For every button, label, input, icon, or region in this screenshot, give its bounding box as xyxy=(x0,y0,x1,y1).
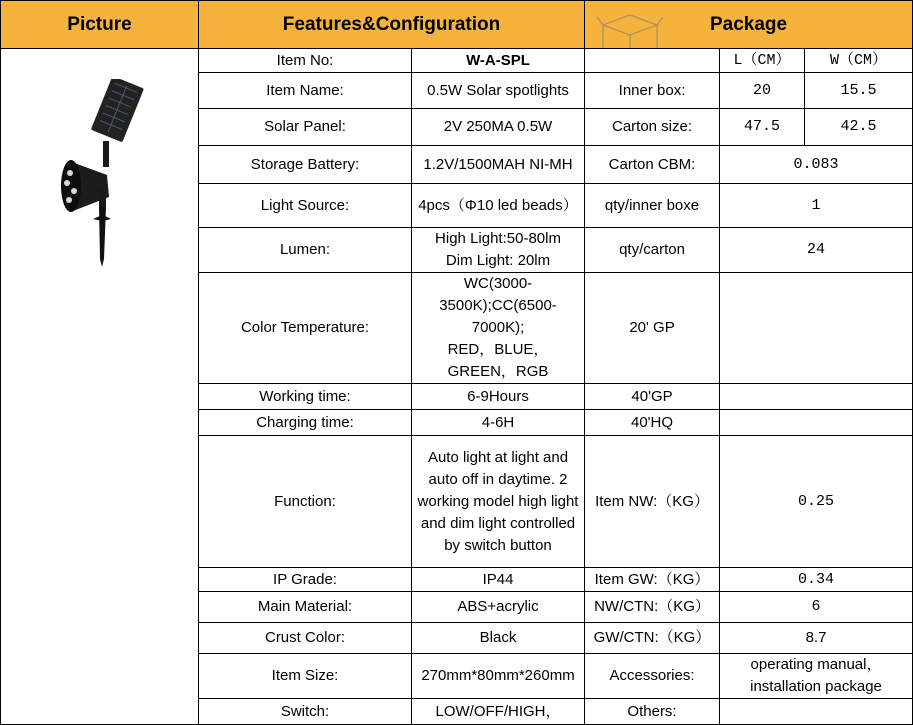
width-header: W（CM） xyxy=(805,49,913,73)
item-nw-label: Item NW:（KG） xyxy=(585,436,720,568)
charging-time-label: Charging time: xyxy=(199,410,412,436)
container-40gp-label: 40'GP xyxy=(585,384,720,410)
lumen-high: High Light:50-80lm xyxy=(435,230,561,247)
others-label: Others: xyxy=(585,699,720,725)
working-time-value: 6-9Hours xyxy=(412,384,585,410)
item-name-value: 0.5W Solar spotlights xyxy=(412,73,585,109)
accessories-value xyxy=(720,654,913,699)
solar-spotlight-image xyxy=(55,79,145,269)
switch-label: Switch: xyxy=(199,699,412,725)
ip-grade-label: IP Grade: xyxy=(199,568,412,592)
header-picture: Picture xyxy=(1,1,199,49)
carton-cbm-label: Carton CBM: xyxy=(585,146,720,184)
table-row xyxy=(1,49,913,73)
color-temp-line: 3500K);CC(6500- xyxy=(439,297,557,314)
container-20gp-value xyxy=(720,273,913,384)
product-picture-cell xyxy=(1,49,199,725)
package-box-icon xyxy=(595,3,665,49)
color-temp-line: RED，BLUE， xyxy=(447,341,549,358)
charging-time-value: 4-6H xyxy=(412,410,585,436)
carton-size-length: 47.5 xyxy=(720,109,805,146)
lumen-label: Lumen: xyxy=(199,228,412,273)
qty-inner-box-value: 1 xyxy=(720,184,913,228)
container-20gp-label: 20' GP xyxy=(585,273,720,384)
gw-ctn-value: 8.7 xyxy=(720,623,913,654)
inner-box-length: 20 xyxy=(720,73,805,109)
function-label: Function: xyxy=(199,436,412,568)
nw-ctn-label: NW/CTN:（KG） xyxy=(585,592,720,623)
header-row xyxy=(1,1,913,49)
container-40gp-value xyxy=(720,384,913,410)
gw-ctn-label: GW/CTN:（KG） xyxy=(585,623,720,654)
working-time-label: Working time: xyxy=(199,384,412,410)
item-nw-value: 0.25 xyxy=(720,436,913,568)
crust-color-label: Crust Color: xyxy=(199,623,412,654)
qty-carton-label: qty/carton xyxy=(585,228,720,273)
item-no-value: W-A-SPL xyxy=(412,49,585,73)
lumen-dim: Dim Light: 20lm xyxy=(445,252,551,269)
storage-battery-label: Storage Battery: xyxy=(199,146,412,184)
item-gw-value: 0.34 xyxy=(720,568,913,592)
pkg-label-blank xyxy=(585,49,720,73)
item-gw-label: Item GW:（KG） xyxy=(585,568,720,592)
others-value xyxy=(720,699,913,725)
nw-ctn-value: 6 xyxy=(720,592,913,623)
color-temp-line: WC(3000- xyxy=(463,275,533,292)
qty-inner-box-label: qty/inner boxe xyxy=(585,184,720,228)
inner-box-width: 15.5 xyxy=(805,73,913,109)
accessories-line-2: installation package xyxy=(750,678,882,695)
color-temperature-label: Color Temperature: xyxy=(199,273,412,384)
header-features: Features&Configuration xyxy=(199,1,585,49)
item-no-label: Item No: xyxy=(199,49,412,73)
item-name-label: Item Name: xyxy=(199,73,412,109)
color-temp-line: 7000K); xyxy=(471,319,525,336)
lumen-value xyxy=(412,228,585,273)
color-temperature-value xyxy=(412,273,585,384)
light-source-label: Light Source: xyxy=(199,184,412,228)
header-package xyxy=(585,1,913,49)
main-material-value: ABS+acrylic xyxy=(412,592,585,623)
carton-cbm-value: 0.083 xyxy=(720,146,913,184)
inner-box-label: Inner box: xyxy=(585,73,720,109)
container-40hq-value xyxy=(720,410,913,436)
item-size-label: Item Size: xyxy=(199,654,412,699)
item-size-value: 270mm*80mm*260mm xyxy=(412,654,585,699)
function-value: Auto light at light and auto off in daytime. 2 working model high light and dim light controlled by switch button xyxy=(412,436,585,568)
header-package-label: Package xyxy=(709,13,788,35)
container-40hq-label: 40'HQ xyxy=(585,410,720,436)
switch-value: LOW/OFF/HIGH， xyxy=(412,699,585,725)
solar-panel-label: Solar Panel: xyxy=(199,109,412,146)
accessories-label: Accessories: xyxy=(585,654,720,699)
main-material-label: Main Material: xyxy=(199,592,412,623)
accessories-line-1: operating manual， xyxy=(750,656,882,673)
color-temp-line: GREEN，RGB xyxy=(447,363,549,380)
carton-size-label: Carton size: xyxy=(585,109,720,146)
solar-panel-value: 2V 250MA 0.5W xyxy=(412,109,585,146)
length-header: L（CM） xyxy=(720,49,805,73)
light-source-value: 4pcs（Φ10 led beads） xyxy=(412,184,585,228)
carton-size-width: 42.5 xyxy=(805,109,913,146)
ip-grade-value: IP44 xyxy=(412,568,585,592)
crust-color-value: Black xyxy=(412,623,585,654)
qty-carton-value: 24 xyxy=(720,228,913,273)
storage-battery-value: 1.2V/1500MAH NI-MH xyxy=(412,146,585,184)
